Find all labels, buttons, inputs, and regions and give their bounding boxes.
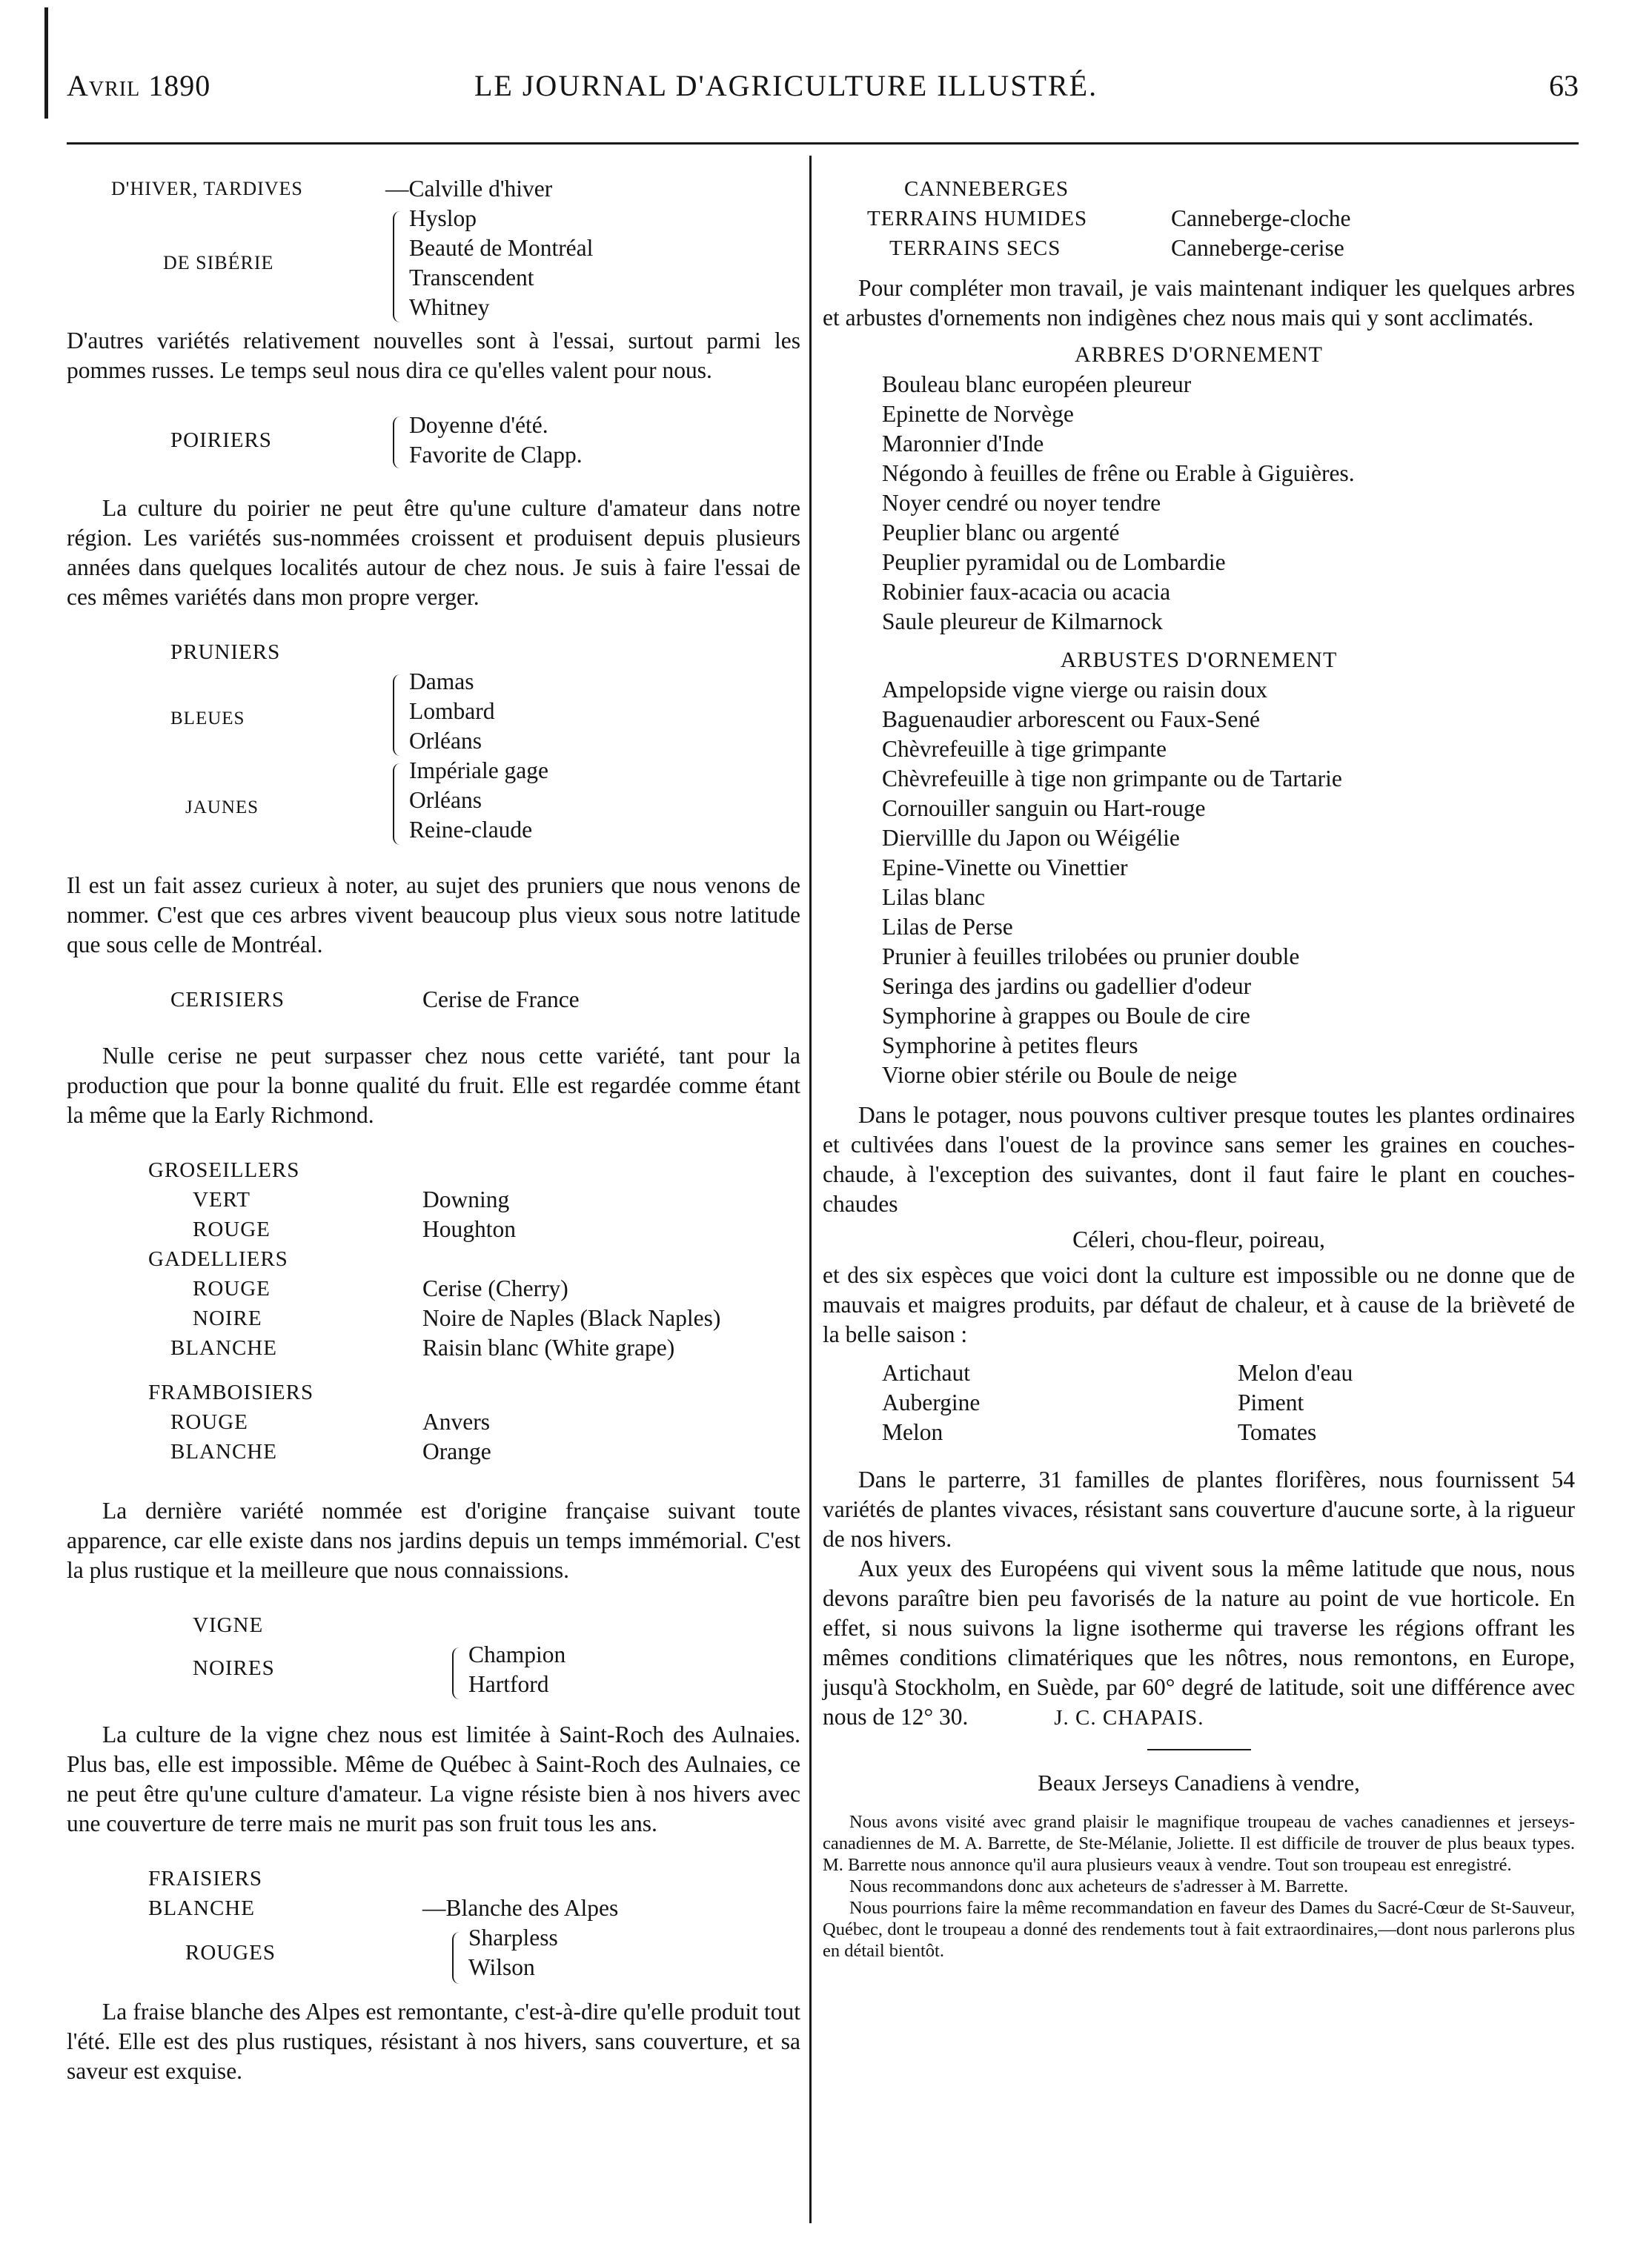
rouge-label: ROUGE [193, 1277, 271, 1301]
canneberges-label: CANNEBERGES [904, 177, 1069, 201]
list-item: Maronnier d'Inde [882, 431, 1044, 457]
paragraph: D'autres variétés relativement nouvelles sont à l'essai, surtout parmi les pommes russes. Le temps seul nous dira ce qu'elles valent pour nous. [67, 328, 800, 383]
espece: Tomates [1238, 1419, 1317, 1445]
siberie-brace [393, 211, 405, 322]
pruniers-block [67, 637, 800, 849]
list-item: Epinette de Norvège [882, 401, 1074, 427]
vigne-item: Champion [468, 1641, 566, 1667]
list-item: Bouleau blanc européen pleureur [882, 371, 1192, 397]
list-item: Peuplier pyramidal ou de Lombardie [882, 549, 1226, 575]
paragraph: Nulle cerise ne peut surpasser chez nous cette variété, tant pour la production que pour la bonne qualité du fruit. Elle est regardée comme étant la même que la Early Richmond. [67, 1043, 800, 1128]
jaunes-item: Reine-claude [409, 817, 533, 843]
bleues-label: BLEUES [170, 708, 245, 728]
paragraph: La fraise blanche des Alpes est remontante, c'est-à-dire qu'elle produit tout l'été. Elle est des plus rustiques, résistant à nos hivers, sans couverture, et sa saveur est exquise. [67, 1999, 800, 2084]
vigne-brace [452, 1647, 464, 1699]
arbustes-heading: ARBUSTES D'ORNEMENT [1060, 648, 1338, 672]
vigne-label: VIGNE [193, 1613, 264, 1637]
signature: J. C. CHAPAIS. [1054, 1706, 1204, 1730]
canneberges-block [823, 174, 1575, 263]
list-item: Négondo à feuilles de frêne ou Erable à Giguières. [882, 460, 1355, 486]
tardives-label: D'HIVER, TARDIVES [111, 178, 303, 199]
berries-table [67, 1155, 800, 1481]
list-item: Prunier à feuilles trilobées ou prunier double [882, 943, 1300, 969]
list-item: Epine-Vinette ou Vinettier [882, 854, 1128, 880]
paragraph: Pour compléter mon travail, je vais maintenant indiquer les quelques arbres et arbustes d'ornements non indigènes chez nous mais qui y sont acclimatés. [823, 275, 1575, 331]
paragraph [823, 1554, 1575, 1733]
noire-label: NOIRE [193, 1307, 262, 1330]
vert-value: Downing [422, 1186, 510, 1212]
bleues-item: Lombard [409, 698, 495, 724]
bleues-item: Orléans [409, 728, 482, 754]
paragraph: Il est un fait assez curieux à noter, au sujet des pruniers que nous venons de nommer. C'est que ces arbres vivent beaucoup plus vieux sous notre latitude que sous celle de Montréal. [67, 872, 800, 957]
notice-paragraph: Nous avons visité avec grand plaisir le magnifique troupeau de vaches canadiennes et jerseys-canadiennes de M. A. Barrette, de Ste-Mélanie, Joliette. Il est difficile de trouver de plus beaux types. M. Barrette nous annonce qu'il aura plusieurs veaux à vendre. Tout son troupeau est enregistré. [823, 1812, 1575, 1875]
list-item: Symphorine à petites fleurs [882, 1032, 1138, 1058]
margin-rule [44, 7, 48, 119]
paragraph: La dernière variété nommée est d'origine française suivant toute apparence, car elle existe dans nos jardins depuis un temps immémorial. C'est la plus rustique et la meilleure que nous connaissions. [67, 1498, 800, 1583]
gadelliers-label: GADELLIERS [148, 1247, 288, 1271]
vigne-block [67, 1610, 800, 1699]
siberie-item: Beauté de Montréal [409, 235, 594, 261]
paragraph: Dans le potager, nous pouvons cultiver presque toutes les plantes ordinaires et cultivées dans l'ouest de la province sans semer les graines en couches-chaude, à l'exception des suivantes, dont il faut faire le plant en couches-chaudes [823, 1102, 1575, 1217]
bleues-item: Damas [409, 668, 474, 694]
journal-title: LE JOURNAL D'AGRICULTURE ILLUSTRÉ. [474, 69, 1098, 102]
column-divider [809, 156, 812, 2223]
paragraph-text: Aux yeux des Européens qui vivent sous la même latitude que nous, nous devons paraître bien peu favorisés de la nature au point de vue horticole. En effet, si nous suivons la ligne isotherme qui traverse les régions offrant les mêmes conditions climatériques que les nôtres, nous remontons, en Europe, jusqu'à Stockholm, en Suède, par 60° degré de latitude, soit une différence avec nous de 12° 30. [823, 1556, 1575, 1730]
list-item: Lilas de Perse [882, 914, 1013, 940]
list-item: Symphorine à grappes ou Boule de cire [882, 1003, 1250, 1029]
rouge-label: ROUGE [170, 1410, 248, 1434]
blanche-label: BLANCHE [170, 1336, 277, 1360]
left-column [67, 174, 800, 2111]
section-separator [1147, 1749, 1251, 1750]
arbustes-list [823, 675, 1575, 1090]
espece: Melon d'eau [1238, 1360, 1353, 1386]
paragraph: La culture du poirier ne peut être qu'une culture d'amateur dans notre région. Les variétés sus-nommées croissent et produisent depuis plusieurs années dans quelques localités autour de chez nous. Je suis à faire l'essai de ces mêmes variétés dans mon propre verger. [67, 495, 800, 610]
espece: Artichaut [882, 1360, 970, 1386]
espece: Melon [882, 1419, 943, 1445]
blanche-value: Raisin blanc (White grape) [422, 1335, 675, 1361]
noires-label: NOIRES [193, 1656, 275, 1680]
list-item: Ampelopside vigne vierge ou raisin doux [882, 677, 1267, 703]
list-item: Seringa des jardins ou gadellier d'odeur [882, 973, 1252, 999]
list-item: Baguenaudier arborescent ou Faux-Sené [882, 706, 1260, 732]
arbres-list [823, 370, 1575, 637]
arbres-heading: ARBRES D'ORNEMENT [1075, 342, 1323, 367]
cerisiers-block [67, 985, 800, 1015]
poiriers-item: Favorite de Clapp. [409, 442, 583, 468]
siberie-label: DE SIBÉRIE [163, 252, 274, 273]
blanche-value: —Blanche des Alpes [422, 1895, 619, 1921]
espece: Piment [1238, 1390, 1304, 1415]
rouge-label: ROUGE [193, 1218, 271, 1241]
page-number: 63 [1549, 69, 1579, 102]
list-item: Lilas blanc [882, 884, 986, 910]
rouges-item: Wilson [468, 1954, 535, 1980]
groseillers-label: GROSEILLERS [148, 1158, 300, 1182]
rouge-value: Cerise (Cherry) [422, 1275, 568, 1301]
celeri-line: Céleri, chou-fleur, poireau, [1072, 1226, 1325, 1252]
noire-value: Noire de Naples (Black Naples) [422, 1305, 721, 1331]
issue-date: Avril 1890 [67, 69, 211, 102]
fraisiers-label: FRAISIERS [148, 1867, 263, 1890]
rouges-label: ROUGES [185, 1941, 276, 1965]
list-item: Diervillle du Japon ou Wéigélie [882, 825, 1180, 851]
jaunes-item: Orléans [409, 787, 482, 813]
jaunes-item: Impériale gage [409, 757, 549, 783]
siberie-item: Whitney [409, 294, 490, 320]
paragraph: La culture de la vigne chez nous est limitée à Saint-Roch des Aulnaies. Plus bas, elle est impossible. Même de Québec à Saint-Roch des Aulnaies, ce ne peut être qu'une culture d'amateur. La vigne résiste bien à nos hivers avec une couverture de terre mais ne murit pas son fruit tous les ans. [67, 1722, 800, 1836]
notice-title: Beaux Jerseys Canadiens à vendre, [1038, 1770, 1360, 1796]
list-item: Chèvrefeuille à tige non grimpante ou de Tartarie [882, 766, 1342, 791]
tardives-value: —Calville d'hiver [385, 176, 553, 202]
notice-paragraph: Nous recommandons donc aux acheteurs de s'adresser à M. Barrette. [849, 1876, 1349, 1896]
list-item: Saule pleureur de Kilmarnock [882, 608, 1163, 634]
rouges-brace [452, 1932, 464, 1984]
rouge-value: Anvers [422, 1409, 490, 1435]
poiriers-block [67, 411, 800, 471]
list-item: Noyer cendré ou noyer tendre [882, 490, 1161, 516]
list-item: Robinier faux-acacia ou acacia [882, 579, 1171, 605]
pruniers-label: PRUNIERS [170, 640, 281, 664]
page-header [67, 68, 1579, 113]
siberie-item: Transcendent [409, 265, 534, 291]
list-item: Peuplier blanc ou argenté [882, 519, 1120, 545]
jaunes-brace [393, 763, 405, 845]
secs-label: TERRAINS SECS [889, 236, 1061, 260]
vert-label: VERT [193, 1188, 251, 1212]
secs-value: Canneberge-cerise [1171, 235, 1344, 261]
espece: Aubergine [882, 1390, 981, 1415]
humides-value: Canneberge-cloche [1171, 205, 1351, 231]
list-item: Viorne obier stérile ou Boule de neige [882, 1062, 1238, 1088]
cerisiers-label: CERISIERS [170, 988, 285, 1012]
poiriers-brace [393, 416, 405, 468]
poiriers-label: POIRIERS [170, 428, 272, 452]
rouges-item: Sharpless [468, 1925, 558, 1951]
humides-label: TERRAINS HUMIDES [867, 207, 1088, 230]
siberie-item: Hyslop [409, 205, 477, 231]
blanche-value: Orange [422, 1438, 491, 1464]
blanche-label: BLANCHE [148, 1896, 255, 1920]
rouge-value: Houghton [422, 1216, 516, 1242]
paragraph: Dans le parterre, 31 familles de plantes florifères, nous fournissent 54 variétés de plantes vivaces, résistant sans couverture d'aucune sorte, à la rigueur de nos hivers. [823, 1467, 1575, 1552]
winter-apples-block [67, 174, 800, 326]
fraisiers-block [67, 1864, 800, 1982]
header-rule [67, 142, 1579, 145]
list-item: Chèvrefeuille à tige grimpante [882, 736, 1167, 762]
bleues-brace [393, 674, 405, 756]
six-especes-table [823, 1358, 1575, 1447]
list-item: Cornouiller sanguin ou Hart-rouge [882, 795, 1206, 821]
poiriers-item: Doyenne d'été. [409, 412, 548, 438]
blanche-label: BLANCHE [170, 1440, 277, 1464]
vigne-item: Hartford [468, 1671, 549, 1697]
framboisiers-label: FRAMBOISIERS [148, 1381, 314, 1404]
right-column [823, 174, 1575, 1962]
notice-paragraph: Nous pourrions faire la même recommandation en faveur des Dames du Sacré-Cœur de St-Sauveur, Québec, dont le troupeau a donné des rendements tout à fait extraordinaires,—dont nous parlerons plus en détail bientôt. [823, 1898, 1575, 1961]
jaunes-label: JAUNES [185, 797, 259, 817]
cerisiers-value: Cerise de France [422, 986, 580, 1012]
paragraph: et des six espèces que voici dont la culture est impossible ou ne donne que de mauvais et maigres produits, par défaut de chaleur, et à cause de la brièveté de la belle saison : [823, 1262, 1575, 1347]
